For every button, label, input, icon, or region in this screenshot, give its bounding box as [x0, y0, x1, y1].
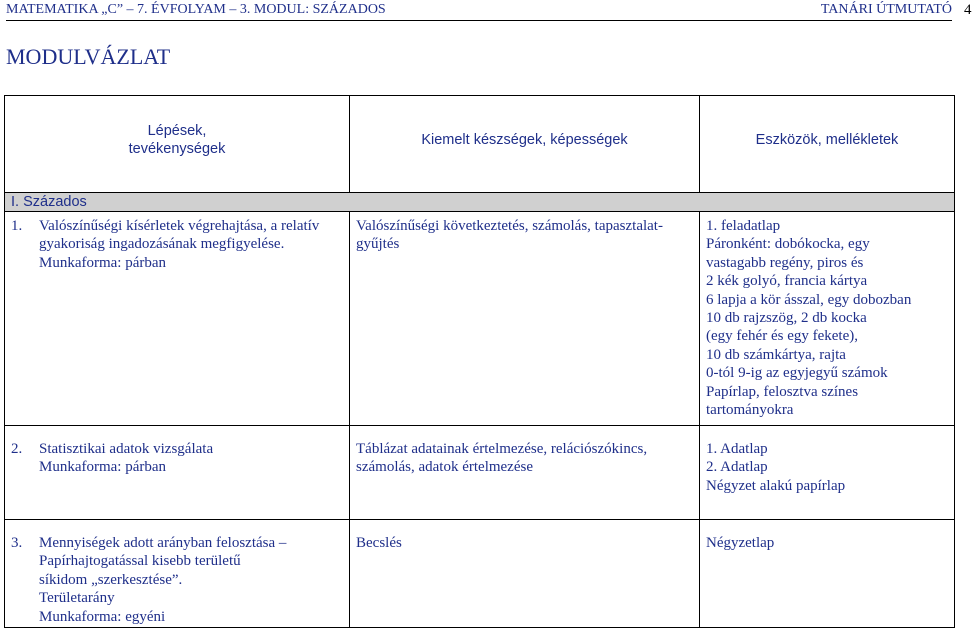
- row3-steps-line: Területarány: [39, 590, 115, 607]
- row2-skills-line: számolás, adatok értelmezése: [356, 459, 533, 476]
- row1-work-form: Munkaforma: párban: [39, 254, 167, 271]
- row2-skills-line: Táblázat adatainak értelmezése, relációszókincs,: [356, 441, 648, 457]
- row2-steps: [39, 440, 213, 477]
- row1-steps-line: gyakoriság ingadozásának megfigyelése.: [39, 236, 285, 253]
- row1-tools-line: 1. feladatlap: [706, 218, 781, 234]
- row2-tools-line: 2. Adatlap: [706, 459, 768, 476]
- page-title: MODULVÁZLAT: [6, 44, 171, 69]
- row1-tools-line: 10 db számkártya, rajta: [706, 346, 846, 363]
- table-border-right: [954, 95, 955, 628]
- row1-tools-line: Papírlap, felosztva színes: [706, 383, 859, 400]
- row-number: 2.: [11, 441, 23, 457]
- row-number: 3.: [11, 535, 23, 551]
- row2-steps-line: Statisztikai adatok vizsgálata: [39, 441, 214, 457]
- row1-skills-line: gyűjtés: [356, 236, 400, 253]
- row1-tools-line: 6 lapja a kör ásszal, egy dobozban: [706, 291, 912, 308]
- row2-tools-line: Négyzet alakú papírlap: [706, 477, 846, 494]
- row-number: 1.: [11, 218, 23, 234]
- row1-border: [4, 425, 955, 426]
- row3-steps: [39, 534, 286, 626]
- col-divider-2: [699, 211, 700, 628]
- row3-tools-line: Négyzetlap: [706, 535, 775, 551]
- row2-skills: [356, 440, 647, 477]
- column-header-tools: Eszközök, mellékletek: [755, 132, 899, 148]
- page-header: [6, 0, 972, 21]
- row3-tools: [706, 534, 774, 552]
- row1-tools-line: 0-tól 9-ig az egyjegyű számok: [706, 365, 888, 382]
- table-border-bottom: [4, 627, 955, 628]
- row1-tools-line: vastagabb regény, piros és: [706, 254, 864, 271]
- row1-skills-line: Valószínűségi következtetés, számolás, tapasztalat-: [356, 218, 663, 234]
- row1-skills: [356, 217, 663, 254]
- row3-steps-line: síkidom „szerkesztése”.: [39, 571, 183, 588]
- row3-steps-line: Mennyiségek adott arányban felosztása –: [39, 535, 287, 551]
- row1-steps: [39, 217, 319, 272]
- row1-tools-line: Páronként: dobókocka, egy: [706, 236, 870, 253]
- row3-skills-line: Becslés: [356, 535, 402, 551]
- row1-tools-line: tartományokra: [706, 402, 794, 419]
- row1-tools: [706, 217, 911, 419]
- table-border-top: [4, 95, 955, 96]
- column-header-steps: [5, 122, 349, 158]
- section-row: [5, 193, 954, 211]
- module-table: [4, 95, 955, 628]
- header-course-title: MATEMATIKA „C” – 7. ÉVFOLYAM – 3. MODUL: SZÁZADOS: [6, 2, 386, 17]
- section-label: I. Százados: [11, 194, 87, 210]
- header-guide-label: [820, 2, 972, 18]
- row1-tools-line: 10 db rajzszög, 2 db kocka: [706, 310, 867, 327]
- row3-work-form: Munkaforma: egyéni: [39, 608, 166, 625]
- row2-tools-line: 1. Adatlap: [706, 441, 768, 457]
- header-guide-text: TANÁRI ÚTMUTATÓ: [820, 2, 952, 17]
- column-header-skills: Kiemelt készségek, képességek: [421, 132, 628, 148]
- column-header-steps-line1: Lépések,: [147, 123, 207, 139]
- row1-steps-line: Valószínűségi kísérletek végrehajtása, a relatív: [39, 218, 320, 234]
- col-divider-1: [349, 211, 350, 628]
- page-number: 4: [964, 2, 972, 18]
- row2-work-form: Munkaforma: párban: [39, 459, 167, 476]
- row2-border: [4, 519, 955, 520]
- row2-tools: [706, 440, 845, 495]
- section-row-border: [4, 211, 955, 212]
- table-border-left: [4, 95, 5, 628]
- row1-tools-line: (egy fehér és egy fekete),: [706, 328, 858, 345]
- column-header-steps-line2: tevékenységek: [128, 141, 226, 157]
- row3-steps-line: Papírhajtogatással kisebb területű: [39, 553, 241, 570]
- row3-skills: [356, 534, 402, 552]
- row1-tools-line: 2 kék golyó, francia kártya: [706, 273, 868, 290]
